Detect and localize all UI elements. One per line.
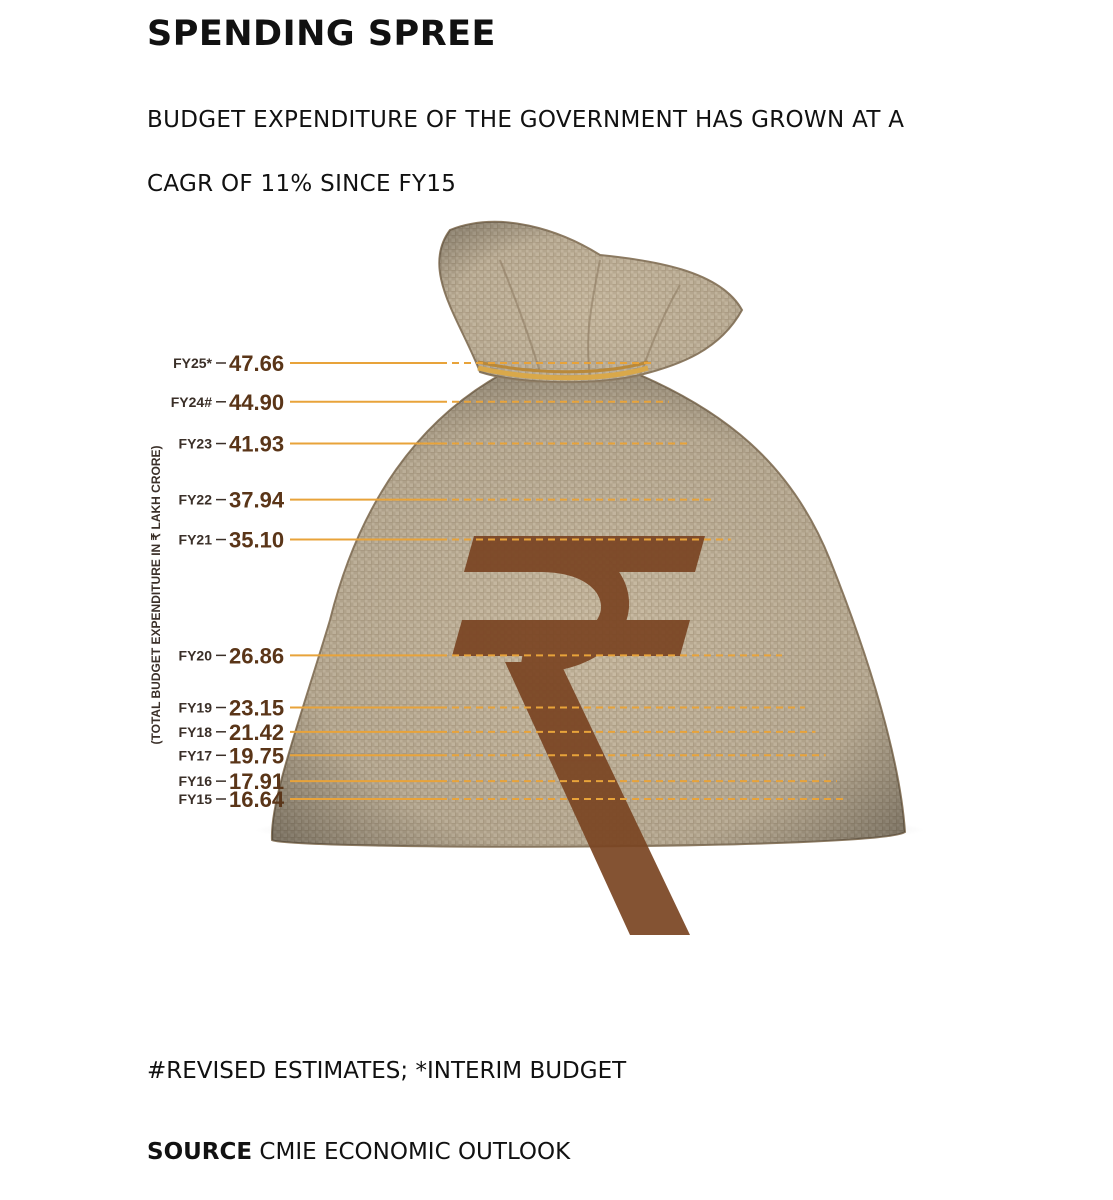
- category-label: FY18: [178, 723, 212, 740]
- value-label: 17.91: [229, 769, 285, 795]
- value-label: 35.10: [229, 527, 285, 553]
- value-label: 44.90: [229, 389, 285, 415]
- source-label: SOURCE: [147, 1139, 253, 1165]
- money-bag-rupee-icon: [255, 222, 925, 935]
- value-label: 37.94: [229, 487, 285, 513]
- value-label: 26.86: [229, 643, 285, 669]
- value-label: 19.75: [229, 743, 285, 769]
- category-label: FY19: [178, 699, 212, 716]
- value-label: 16.64: [229, 787, 285, 812]
- source-line: [147, 1139, 570, 1165]
- chart-title: SPENDING SPREE: [147, 14, 496, 54]
- category-label: FY17: [178, 747, 212, 764]
- value-label: 23.15: [229, 695, 285, 721]
- category-label: FY15: [178, 791, 212, 807]
- value-label: 41.93: [229, 431, 285, 457]
- chart-subtitle: BUDGET EXPENDITURE OF THE GOVERNMENT HAS GROWN AT A CAGR OF 11% SINCE FY15: [147, 107, 905, 197]
- category-label: FY25*: [173, 355, 212, 371]
- y-axis-label: (TOTAL BUDGET EXPENDITURE IN ₹ LAKH CRORE): [149, 445, 163, 745]
- chart-area: [0, 200, 1113, 1050]
- category-label: FY23: [178, 435, 212, 452]
- category-label: FY16: [178, 773, 212, 790]
- category-label: FY22: [178, 491, 212, 508]
- value-label: 47.66: [229, 351, 285, 376]
- value-label: 21.42: [229, 719, 285, 745]
- category-label: FY24#: [170, 393, 212, 410]
- source-text: CMIE ECONOMIC OUTLOOK: [259, 1139, 571, 1165]
- footnote: #REVISED ESTIMATES; *INTERIM BUDGET: [147, 1058, 627, 1084]
- category-label: FY20: [178, 647, 212, 664]
- category-label: FY21: [178, 531, 212, 548]
